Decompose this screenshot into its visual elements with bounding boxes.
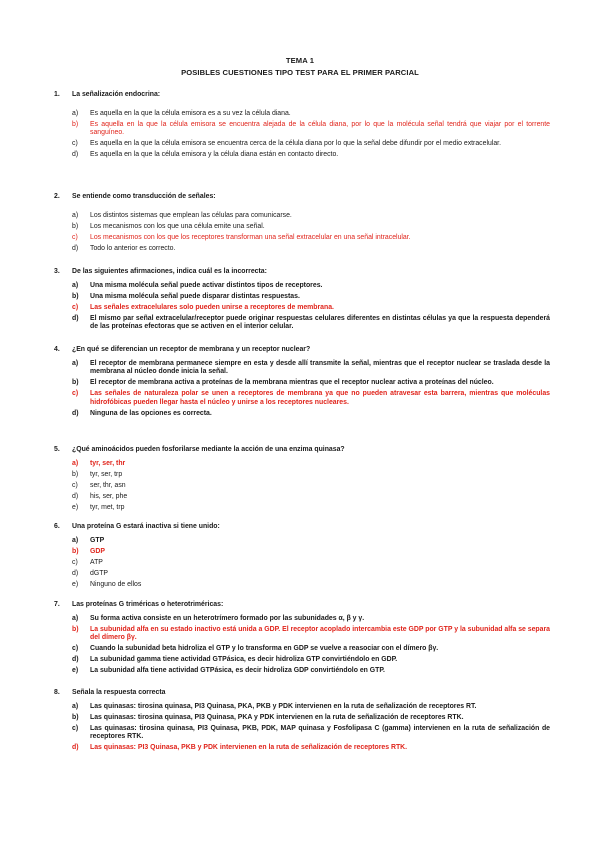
- question-title: [54, 689, 550, 698]
- question-6: [54, 523, 550, 592]
- question-number: 4.: [54, 346, 60, 353]
- option-e: e) tyr, met, trp: [72, 503, 125, 511]
- option-b: b) Los mecanismos con los que una célula emite una señal.: [72, 222, 265, 230]
- option-a: a) GTP: [72, 536, 105, 544]
- option-e: e) Ninguno de ellos: [72, 580, 142, 588]
- question-number: 8.: [54, 689, 60, 696]
- option-b: b) El receptor de membrana activa a proteínas de la membrana mientras que el receptor nuclear activa a proteínas del núcleo.: [72, 379, 494, 386]
- option-c: c) Las quinasas: tirosina quinasa, PI3 Quinasa, PKB, PDK, MAP quinasa y Fosfolipasa C (gamma) intervienen en la ruta de señalización de receptores RTK.: [72, 724, 550, 740]
- option-d: d) his, ser, phe: [72, 492, 128, 500]
- question-text: Se entiende como transducción de señales:: [72, 193, 216, 200]
- option-d: d) Todo lo anterior es correcto.: [72, 244, 176, 252]
- option-b: b) tyr, ser, trp: [72, 470, 123, 478]
- option-c-correct: c) Las señales de naturaleza polar se unen a receptores de membrana ya que no pueden atravesar esta barrera, mientras que moléculas hidrofóbicas pueden llegar hasta el núcleo y unirse a los receptores nucleares.: [72, 390, 550, 406]
- option-b-correct: b) Es aquella en la que la célula emisora se encuentra alejada de la célula diana, por lo que la molécula señal tendrá que viajar por el torrente sanguíneo.: [72, 120, 550, 136]
- question-number: 7.: [54, 601, 60, 608]
- question-number: 1.: [54, 91, 60, 98]
- option-c: c) Cuando la subunidad beta hidroliza el GTP y lo transforma en GDP se vuelve a reasociar con el dímero βγ.: [72, 645, 439, 652]
- option-d: d) Ninguna de las opciones es correcta.: [72, 409, 212, 417]
- option-a: a) Las quinasas: tirosina quinasa, PI3 Quinasa, PKA, PKB y PDK intervienen en la ruta de señalización de receptores RT.: [72, 702, 477, 710]
- question-5: [54, 446, 550, 515]
- option-c: c) Es aquella en la que la célula emisora se encuentra cerca de la célula diana por lo que la señal debe difundir por el medio extracelular.: [72, 140, 502, 147]
- option-b-correct: b) La subunidad alfa en su estado inactivo está unida a GDP. El receptor acoplado intercambia este GDP por GTP y la subunidad alfa se separa del dímero βγ.: [72, 625, 550, 641]
- question-title: [54, 193, 550, 202]
- option-a: a) Su forma activa consiste en un heterotrímero formado por las subunidades α, β y γ.: [72, 614, 365, 622]
- option-c: c) ser, thr, asn: [72, 481, 126, 489]
- option-a: a) El receptor de membrana permanece siempre en esta y desde allí transmite la señal, mientras que el receptor nuclear se traslada desde la membrana al núcleo donde inicia la señal.: [72, 359, 550, 375]
- question-text: ¿En qué se diferencian un receptor de membrana y un receptor nuclear?: [72, 346, 311, 353]
- question-1: [54, 91, 550, 162]
- question-7: [54, 601, 550, 678]
- option-d: d) dGTP: [72, 569, 108, 577]
- document-title: TEMA 1: [285, 56, 315, 65]
- question-number: 6.: [54, 523, 60, 530]
- option-d: d) La subunidad gamma tiene actividad GTPásica, es decir hidroliza GTP convirtiéndolo en GDP.: [72, 656, 398, 663]
- question-text: Señala la respuesta correcta: [72, 689, 166, 696]
- option-a: a) Los distintos sistemas que emplean las células para comunicarse.: [72, 211, 292, 219]
- question-3: [54, 268, 550, 334]
- question-2: [54, 193, 550, 256]
- option-a: a) Es aquella en la que la célula emisora es a su vez la célula diana.: [72, 109, 291, 117]
- question-title: [54, 523, 550, 532]
- question-number: 3.: [54, 268, 60, 275]
- option-b: b) Una misma molécula señal puede disparar distintas respuestas.: [72, 292, 300, 300]
- option-d: d) Es aquella en la que la célula emisora y la célula diana están en contacto directo.: [72, 151, 339, 158]
- question-title: [54, 446, 550, 455]
- option-b-correct: b) GDP: [72, 547, 105, 555]
- option-a: a) Una misma molécula señal puede activar distintos tipos de receptores.: [72, 281, 323, 289]
- question-title: [54, 268, 550, 277]
- question-title: [54, 346, 550, 355]
- option-b: b) Las quinasas: tirosina quinasa, PI3 Quinasa, PKA y PDK intervienen en la ruta de señalización de receptores RTK.: [72, 713, 464, 721]
- option-c: c) ATP: [72, 558, 103, 566]
- document-subtitle: POSIBLES CUESTIONES TIPO TEST PARA EL PRIMER PARCIAL: [181, 68, 419, 77]
- question-number: 2.: [54, 193, 60, 200]
- question-4: [54, 346, 550, 421]
- question-text: Una proteína G estará inactiva si tiene unido:: [72, 523, 220, 530]
- question-text: Las proteínas G triméricas o heterotriméricas:: [72, 601, 224, 608]
- option-d: d) El mismo par señal extracelular/receptor puede originar respuestas celulares diferentes en distintas células ya que la respuesta dependerá de las proteínas efectoras que se activen en el interior celular.: [72, 314, 550, 330]
- question-text: ¿Qué aminoácidos pueden fosforilarse mediante la acción de una enzima quinasa?: [72, 446, 345, 453]
- option-c-correct: c) Las señales extracelulares solo pueden unirse a receptores de membrana.: [72, 303, 334, 311]
- question-title: [54, 601, 550, 610]
- question-title: [54, 91, 550, 100]
- question-text: La señalización endocrina:: [72, 91, 161, 98]
- question-8: [54, 689, 550, 755]
- option-d-correct: d) Las quinasas: PI3 Quinasa, PKB y PDK intervienen en la ruta de señalización de receptores RTK.: [72, 744, 408, 751]
- question-text: De las siguientes afirmaciones, indica cuál es la incorrecta:: [72, 268, 267, 275]
- question-number: 5.: [54, 446, 60, 453]
- option-e: e) La subunidad alfa tiene actividad GTPásica, es decir hidroliza GDP convirtiéndolo en GTP.: [72, 667, 385, 674]
- option-c-correct: c) Los mecanismos con los que los receptores transforman una señal extracelular en una señal intracelular.: [72, 233, 411, 241]
- option-a-correct: a) tyr, ser, thr: [72, 459, 126, 467]
